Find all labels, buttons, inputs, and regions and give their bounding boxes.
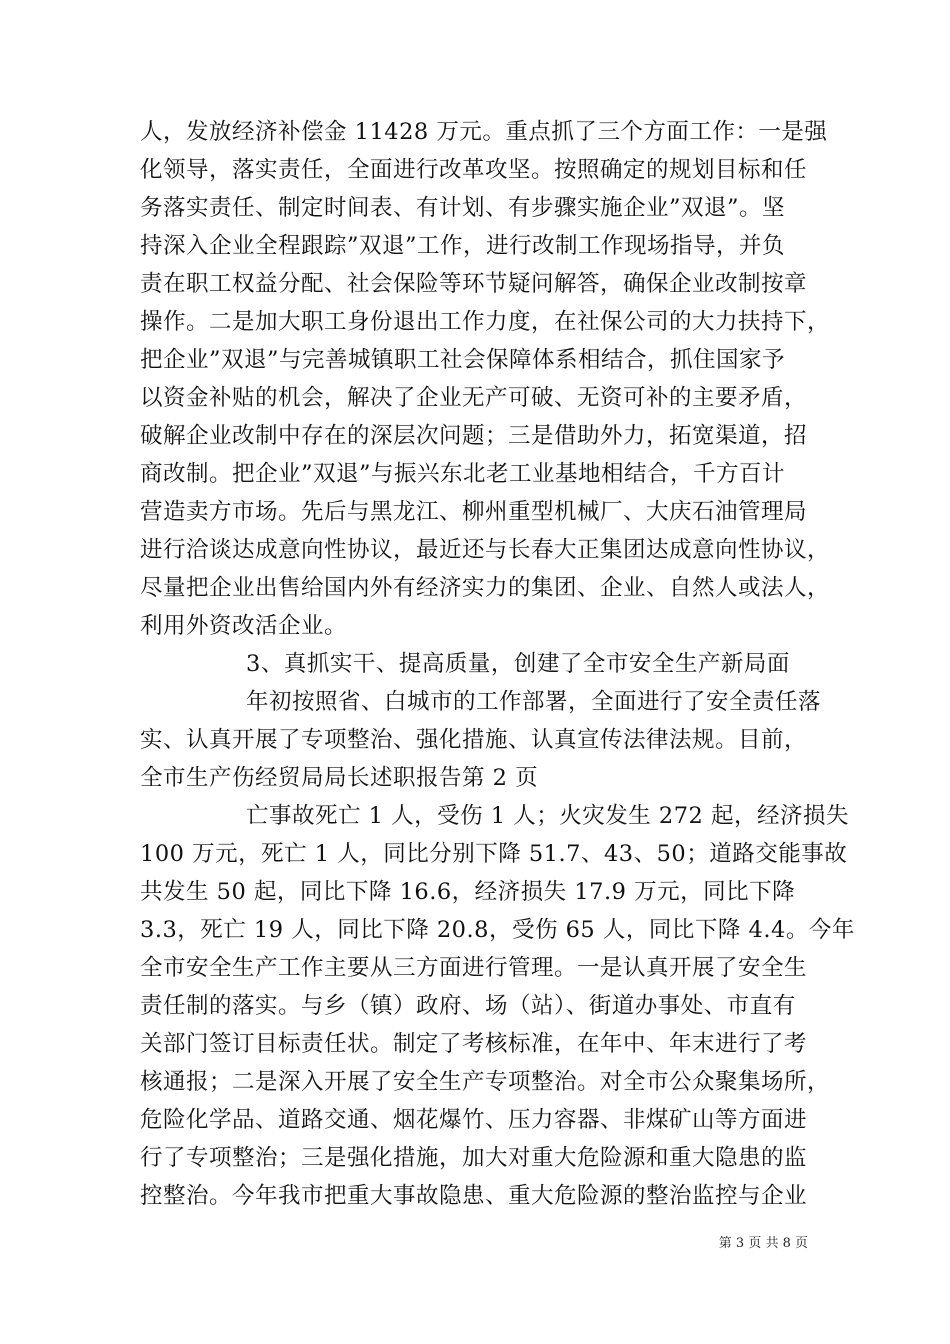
text-line: 关部门签订目标责任状。制定了考核标准，在年中、年末进行了考 xyxy=(140,1031,808,1057)
text-line: 以资金补贴的机会，解决了企业无产可破、无资可补的主要矛盾， xyxy=(140,385,808,411)
text-line: 操作。二是加大职工身份退出工作力度，在社保公司的大力扶持下， xyxy=(140,309,831,335)
text-line: 化领导，落实责任，全面进行改革攻坚。按照确定的规划目标和任 xyxy=(140,157,808,183)
text-line: 把企业”双退”与完善城镇职工社会保障体系相结合，抓住国家予 xyxy=(140,347,786,373)
text-line: 共发生 50 起，同比下降 16.6，经济损失 17.9 万元，同比下降 xyxy=(140,879,796,905)
text-line: 全市安全生产工作主要从三方面进行管理。一是认真开展了安全生 xyxy=(140,955,808,981)
text-line: 尽量把企业出售给国内外有经济实力的集团、企业、自然人或法人， xyxy=(140,575,831,601)
text-line: 务落实责任、制定时间表、有计划、有步骤实施企业”双退”。坚 xyxy=(140,195,786,221)
text-line: 3.3，死亡 19 人，同比下降 20.8，受伤 65 人，同比下降 4.4。今年 xyxy=(140,917,855,943)
text-line: 持深入企业全程跟踪”双退”工作，进行改制工作现场指导，并负 xyxy=(140,233,786,259)
section-heading: 3、真抓实干、提高质量，创建了全市安全生产新局面 xyxy=(246,651,790,677)
text-line: 100 万元，死亡 1 人，同比分别下降 51.7、43、50；道路交能事故 xyxy=(140,841,848,867)
text-line: 控整治。今年我市把重大事故隐患、重大危险源的整治监控与企业 xyxy=(140,1183,808,1209)
text-line: 行了专项整治；三是强化措施，加大对重大危险源和重大隐患的监 xyxy=(140,1145,808,1171)
text-line: 责在职工权益分配、社会保险等环节疑问解答，确保企业改制按章 xyxy=(140,271,808,297)
text-line: 全市生产伤经贸局局长述职报告第 2 页 xyxy=(140,765,539,791)
text-line: 利用外资改活企业。 xyxy=(140,613,348,639)
text-line: 年初按照省、白城市的工作部署，全面进行了安全责任落 xyxy=(246,689,822,715)
text-line: 人，发放经济补偿金 11428 万元。重点抓了三个方面工作：一是强 xyxy=(140,119,828,145)
text-line: 进行洽谈达成意向性协议，最近还与长春大正集团达成意向性协议， xyxy=(140,537,831,563)
text-line: 实、认真开展了专项整治、强化措施、认真宣传法律法规。目前， xyxy=(140,727,808,753)
text-line: 核通报；二是深入开展了安全生产专项整治。对全市公众聚集场所， xyxy=(140,1069,831,1095)
text-line: 责任制的落实。与乡（镇）政府、场（站）、街道办事处、市直有 xyxy=(140,993,796,1019)
text-line: 营造卖方市场。先后与黑龙江、柳州重型机械厂、大庆石油管理局 xyxy=(140,499,808,525)
page-number: 第 3 页 共 8 页 xyxy=(718,1236,808,1251)
text-line: 亡事故死亡 1 人，受伤 1 人；火灾发生 272 起，经济损失 xyxy=(246,803,849,829)
text-line: 破解企业改制中存在的深层次问题；三是借助外力，拓宽渠道，招 xyxy=(140,423,808,449)
text-line: 商改制。把企业”双退”与振兴东北老工业基地相结合，千方百计 xyxy=(140,461,786,487)
text-line: 危险化学品、道路交通、烟花爆竹、压力容器、非煤矿山等方面进 xyxy=(140,1107,808,1133)
